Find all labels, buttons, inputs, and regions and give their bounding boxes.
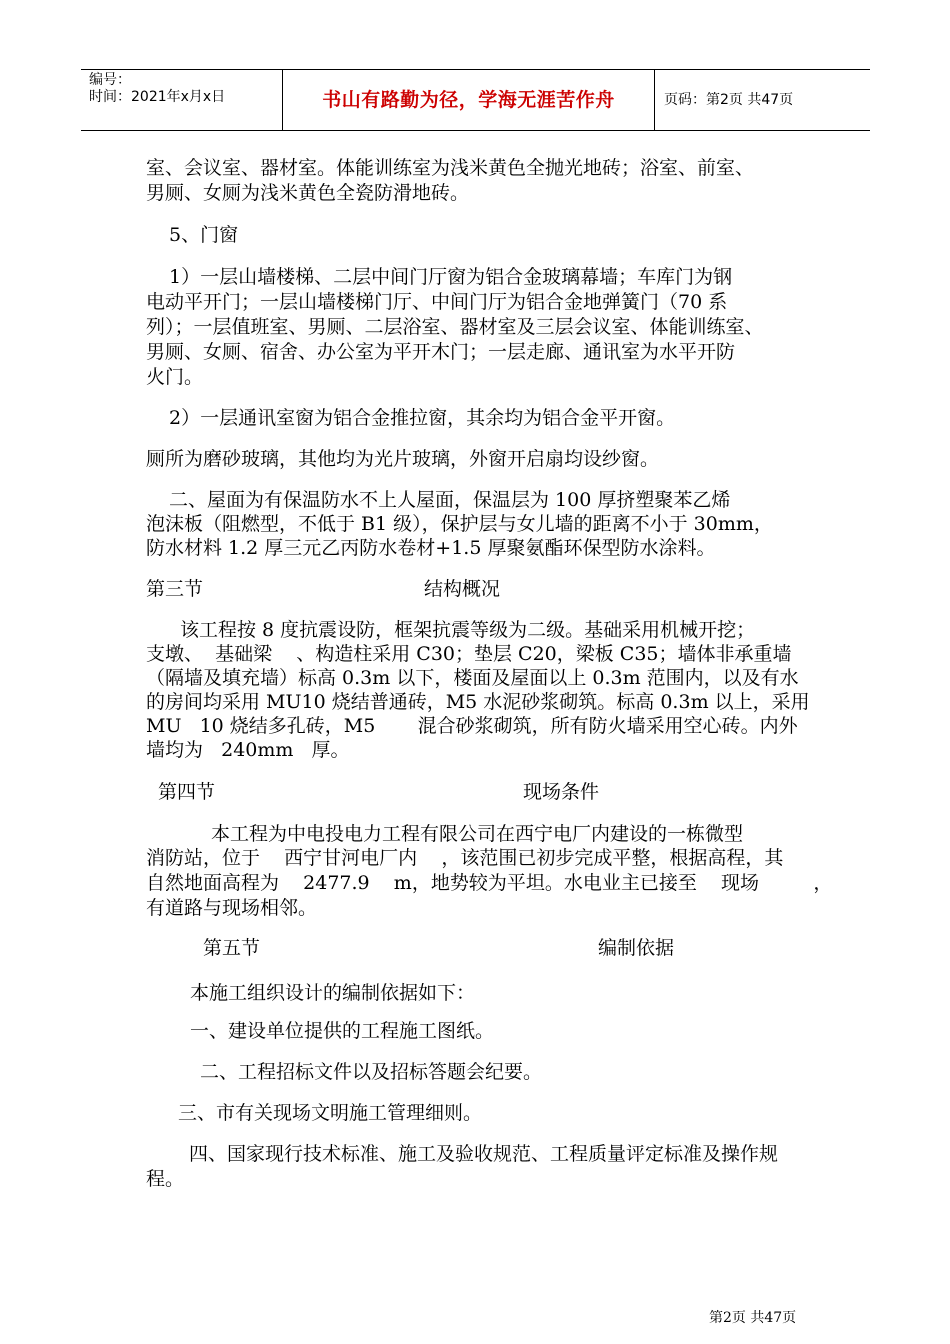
body-line: 本施工组织设计的编制依据如下： xyxy=(190,982,476,1004)
body-line: 男厕、女厕、宿舍、办公室为平开木门；一层走廊、通讯室为水平开防 xyxy=(146,341,736,363)
body-line: 1）一层山墙楼梯、二层中间门厅窗为铝合金玻璃幕墙；车库门为钢 xyxy=(169,266,733,288)
body-line: MU 10 烧结多孔砖，M5 混合砂浆砌筑，所有防火墙采用空心砖。内外 xyxy=(146,715,798,737)
body-line: 火门。 xyxy=(146,366,204,388)
body-line: 的房间均采用 MU10 烧结普通砖，M5 水泥砂浆砌筑。标高 0.3m 以上，采用 xyxy=(146,691,810,713)
list-item-continuation: 程。 xyxy=(146,1168,185,1190)
section-number: 第四节 xyxy=(158,781,216,803)
body-line: 2）一层通讯室窗为铝合金推拉窗，其余均为铝合金平开窗。 xyxy=(169,407,676,429)
body-line: 男厕、女厕为浅米黄色全瓷防滑地砖。 xyxy=(146,182,470,204)
list-item: 三、市有关现场文明施工管理细则。 xyxy=(178,1102,483,1124)
body-line: 二、屋面为有保温防水不上人屋面，保温层为 100 厚挤塑聚苯乙烯 xyxy=(169,489,731,511)
body-line: 电动平开门；一层山墙楼梯门厅、中间门厅为铝合金地弹簧门（70 系 xyxy=(146,291,728,313)
body-line: 自然地面高程为 2477.9 m，地势较为平坦。水电业主已接至 现场 ， xyxy=(146,872,833,894)
body-line: 厕所为磨砂玻璃，其他均为光片玻璃，外窗开启扇均设纱窗。 xyxy=(146,448,660,470)
list-item: 一、建设单位提供的工程施工图纸。 xyxy=(190,1020,495,1042)
body-line: 支墩、 基础梁 、构造柱采用 C30；垫层 C20，梁板 C35；墙体非承重墙 xyxy=(146,643,792,665)
list-item: 二、工程招标文件以及招标答题会纪要。 xyxy=(200,1061,543,1083)
header-page-number: 页码：第2页 共47页 xyxy=(664,92,794,108)
body-line: 消防站，位于 西宁甘河电厂内 ，该范围已初步完成平整，根据高程，其 xyxy=(146,847,784,869)
body-line: （隔墙及填充墙）标高 0.3m 以下，楼面及屋面以上 0.3m 范围内，以及有水 xyxy=(146,667,799,689)
body-line: 墙均为 240mm 厚。 xyxy=(146,739,350,761)
body-line: 有道路与现场相邻。 xyxy=(146,897,318,919)
section-number: 第五节 xyxy=(203,937,261,959)
body-line: 泡沫板（阻燃型，不低于 B1 级），保护层与女儿墙的距离不小于 30mm， xyxy=(146,513,773,535)
body-line: 室、会议室、器材室。体能训练室为浅米黄色全抛光地砖；浴室、前室、 xyxy=(146,157,755,179)
document-date-label: 时间：2021年x月x日 xyxy=(89,89,226,105)
section-title: 编制依据 xyxy=(598,937,675,959)
header-motto: 书山有路勤为径，学海无涯苦作舟 xyxy=(283,70,655,130)
section-title: 结构概况 xyxy=(424,578,501,600)
body-line: 本工程为中电投电力工程有限公司在西宁电厂内建设的一栋微型 xyxy=(211,823,744,845)
page-header xyxy=(81,69,870,131)
page-footer-number: 第2页 共47页 xyxy=(709,1310,797,1326)
section-heading: 5、门窗 xyxy=(169,224,239,246)
section-title: 现场条件 xyxy=(523,781,600,803)
list-item: 四、国家现行技术标准、施工及验收规范、工程质量评定标准及操作规 xyxy=(189,1143,779,1165)
body-line: 列）；一层值班室、男厕、二层浴室、器材室及三层会议室、体能训练室、 xyxy=(146,316,764,338)
body-line: 该工程按 8 度抗震设防，框架抗震等级为二级。基础采用机械开挖； xyxy=(180,619,756,641)
section-number: 第三节 xyxy=(146,578,204,600)
header-meta xyxy=(81,70,283,130)
body-line: 防水材料 1.2 厚三元乙丙防水卷材+1.5 厚聚氨酯环保型防水涂料。 xyxy=(146,537,716,559)
document-number-label: 编号： xyxy=(89,72,131,88)
